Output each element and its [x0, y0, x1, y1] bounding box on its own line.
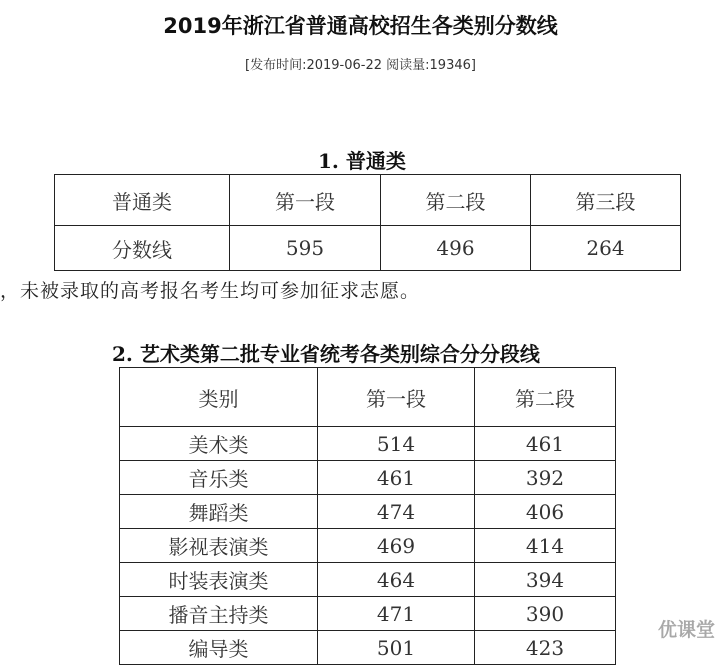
publish-meta: [发布时间:2019-06-22 阅读量:19346] [245, 58, 476, 73]
table-cell: 舞蹈类 [120, 495, 318, 529]
table-row [120, 529, 616, 563]
table-header-row [120, 368, 616, 427]
table-cell: 464 [318, 563, 475, 597]
section-2-title: 2. 艺术类第二批专业省统考各类别综合分分段线 [112, 342, 540, 366]
table-cell: 音乐类 [120, 461, 318, 495]
table-row [120, 631, 616, 665]
page-title: 2019年浙江省普通高校招生各类别分数线 [163, 14, 558, 38]
art-score-table [119, 367, 616, 665]
table-cell: 461 [475, 427, 616, 461]
table-cell: 影视表演类 [120, 529, 318, 563]
table-cell: 406 [475, 495, 616, 529]
table-cell: 595 [230, 226, 381, 271]
table-cell: 471 [318, 597, 475, 631]
table-header-cell: 类别 [120, 368, 318, 427]
note-text: ，未被录取的高考报名考生均可参加征求志愿。 [0, 280, 421, 302]
table-cell: 时装表演类 [120, 563, 318, 597]
table-row [120, 495, 616, 529]
table-header-cell: 第二段 [475, 368, 616, 427]
table-cell: 496 [381, 226, 531, 271]
table-cell: 501 [318, 631, 475, 665]
table-cell: 461 [318, 461, 475, 495]
section-1-title: 1. 普通类 [318, 149, 406, 173]
table-cell: 390 [475, 597, 616, 631]
table-row [120, 563, 616, 597]
table-header-row [55, 175, 681, 226]
table-header-cell: 普通类 [55, 175, 230, 226]
table-cell: 474 [318, 495, 475, 529]
table-cell: 423 [475, 631, 616, 665]
table-cell: 392 [475, 461, 616, 495]
general-score-table [54, 174, 681, 271]
table-cell: 469 [318, 529, 475, 563]
watermark-logo: 优课堂 [657, 619, 715, 641]
table-header-cell: 第一段 [318, 368, 475, 427]
table-cell: 美术类 [120, 427, 318, 461]
table-header-cell: 第三段 [531, 175, 681, 226]
table-cell: 播音主持类 [120, 597, 318, 631]
table-cell: 264 [531, 226, 681, 271]
table-row [120, 461, 616, 495]
table-cell: 394 [475, 563, 616, 597]
table-header-cell: 第一段 [230, 175, 381, 226]
table-row [55, 226, 681, 271]
table-cell: 编导类 [120, 631, 318, 665]
table-cell: 分数线 [55, 226, 230, 271]
table-row [120, 427, 616, 461]
table-row [120, 597, 616, 631]
table-header-cell: 第二段 [381, 175, 531, 226]
table-cell: 414 [475, 529, 616, 563]
table-cell: 514 [318, 427, 475, 461]
